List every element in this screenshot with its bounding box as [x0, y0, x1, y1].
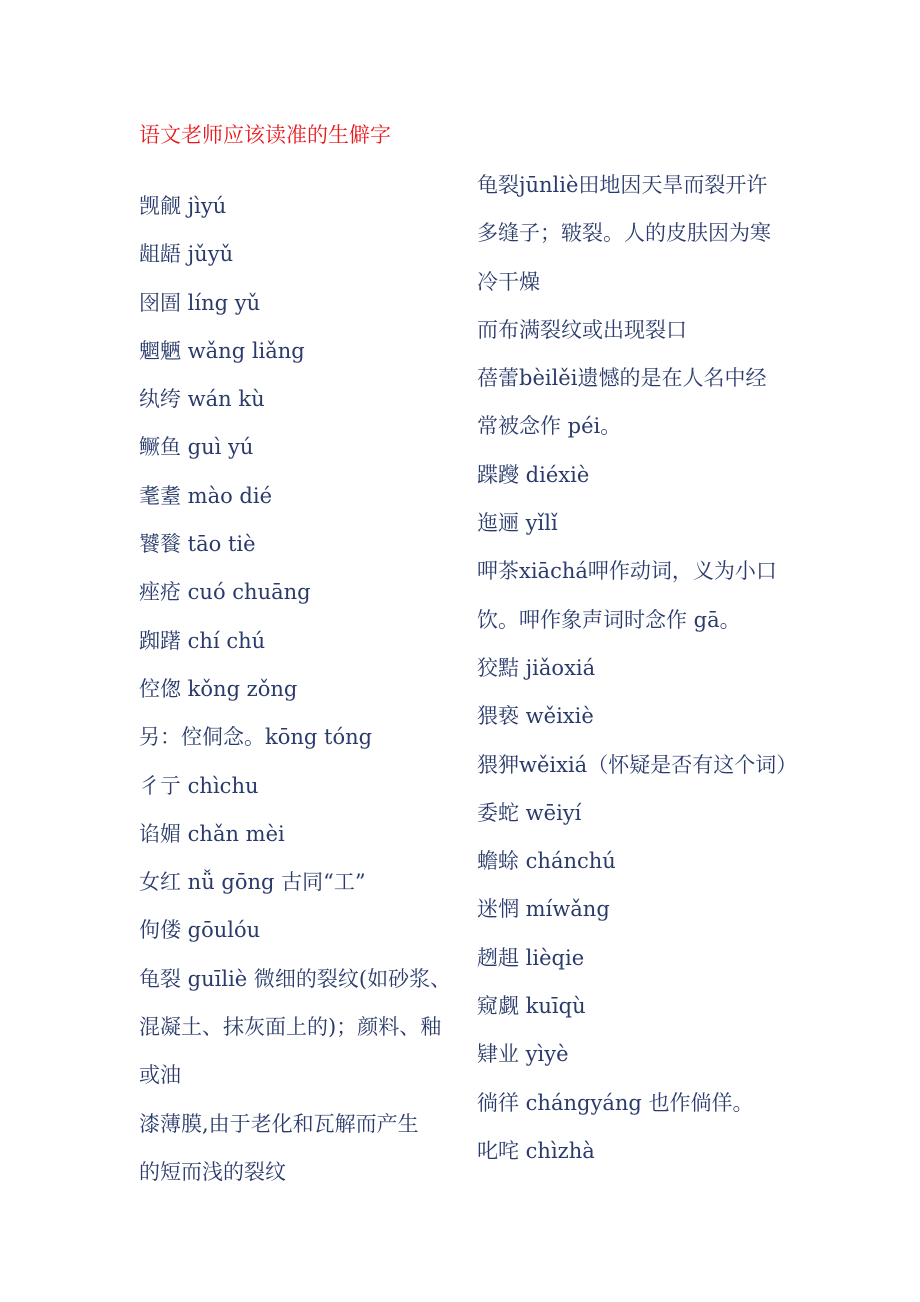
vocab-line: 另：倥侗念。kōng tóng	[139, 725, 373, 750]
left-column	[139, 188, 479, 1202]
vocab-line: 踟躇 chí chú	[139, 628, 266, 653]
vocab-line: 蟾蜍 chánchú	[477, 849, 616, 874]
vocab-line: 或油	[139, 1063, 181, 1088]
vocab-line: 冷干燥	[477, 269, 540, 294]
right-column	[477, 167, 817, 1181]
vocab-line: 痤疮 cuó chuāng	[139, 580, 311, 605]
vocab-line: 趔趄 lièqie	[477, 945, 585, 970]
vocab-line: 猥亵 wěixiè	[477, 704, 594, 729]
vocab-line: 肄业 yìyè	[477, 1042, 569, 1067]
vocab-line: 蹀躞 diéxiè	[477, 462, 590, 487]
vocab-line: 的短而浅的裂纹	[139, 1159, 286, 1184]
vocab-line: 谄媚 chǎn mèi	[139, 821, 285, 846]
vocab-line: 常被念作 péi。	[477, 414, 622, 439]
vocab-line: 饕餮 tāo tiè	[139, 532, 256, 557]
vocab-line: 鳜鱼 guì yú	[139, 435, 254, 460]
vocab-line: 而布满裂纹或出现裂口	[477, 317, 687, 342]
vocab-line: 迤逦 yǐlǐ	[477, 511, 558, 536]
vocab-line: 委蛇 wēiyí	[477, 800, 582, 825]
vocab-line: 魍魉 wǎng liǎng	[139, 338, 305, 363]
vocab-line: 窥觑 kuīqù	[477, 994, 586, 1019]
vocab-line: 徜徉 chángyáng 也作倘佯。	[477, 1090, 754, 1115]
vocab-line: 耄耋 mào dié	[139, 483, 273, 508]
vocab-line: 彳亍 chìchu	[139, 773, 259, 798]
vocab-line: 多缝子；皲裂。人的皮肤因为寒	[477, 221, 771, 246]
vocab-line: 饮。呷作象声词时念作 gā。	[477, 607, 741, 632]
page-title: 语文老师应该读准的生僻字	[139, 123, 391, 147]
vocab-line: 猥狎wěixiá（怀疑是否有这个词）	[477, 752, 798, 777]
vocab-line: 叱咤 chìzhà	[477, 1138, 595, 1163]
vocab-line: 龟裂 guīliè 微细的裂纹(如砂浆、	[139, 966, 452, 991]
vocab-line: 蓓蕾bèilěi遗憾的是在人名中经	[477, 366, 767, 391]
vocab-line: 女红 nǚ gōng 古同“工”	[139, 870, 366, 895]
vocab-line: 呷茶xiāchá呷作动词，义为小口	[477, 559, 777, 584]
vocab-line: 纨绔 wán kù	[139, 387, 265, 412]
vocab-line: 龟裂jūnliè田地因天旱而裂开许	[477, 173, 768, 197]
vocab-line: 佝偻 gōulóu	[139, 918, 261, 943]
vocab-line: 漆薄膜,由于老化和瓦解而产生	[139, 1111, 419, 1136]
vocab-line: 觊觎 jìyú	[139, 194, 227, 218]
vocab-line: 倥偬 kǒng zǒng	[139, 676, 298, 701]
vocab-line: 混凝土、抹灰面上的)；颜料、釉	[139, 1015, 442, 1040]
vocab-line: 迷惘 míwǎng	[477, 897, 610, 922]
vocab-line: 狡黠 jiǎoxiá	[477, 655, 596, 680]
vocab-line: 囹圄 líng yǔ	[139, 290, 261, 315]
vocab-line: 龃龉 jǔyǔ	[139, 242, 234, 267]
